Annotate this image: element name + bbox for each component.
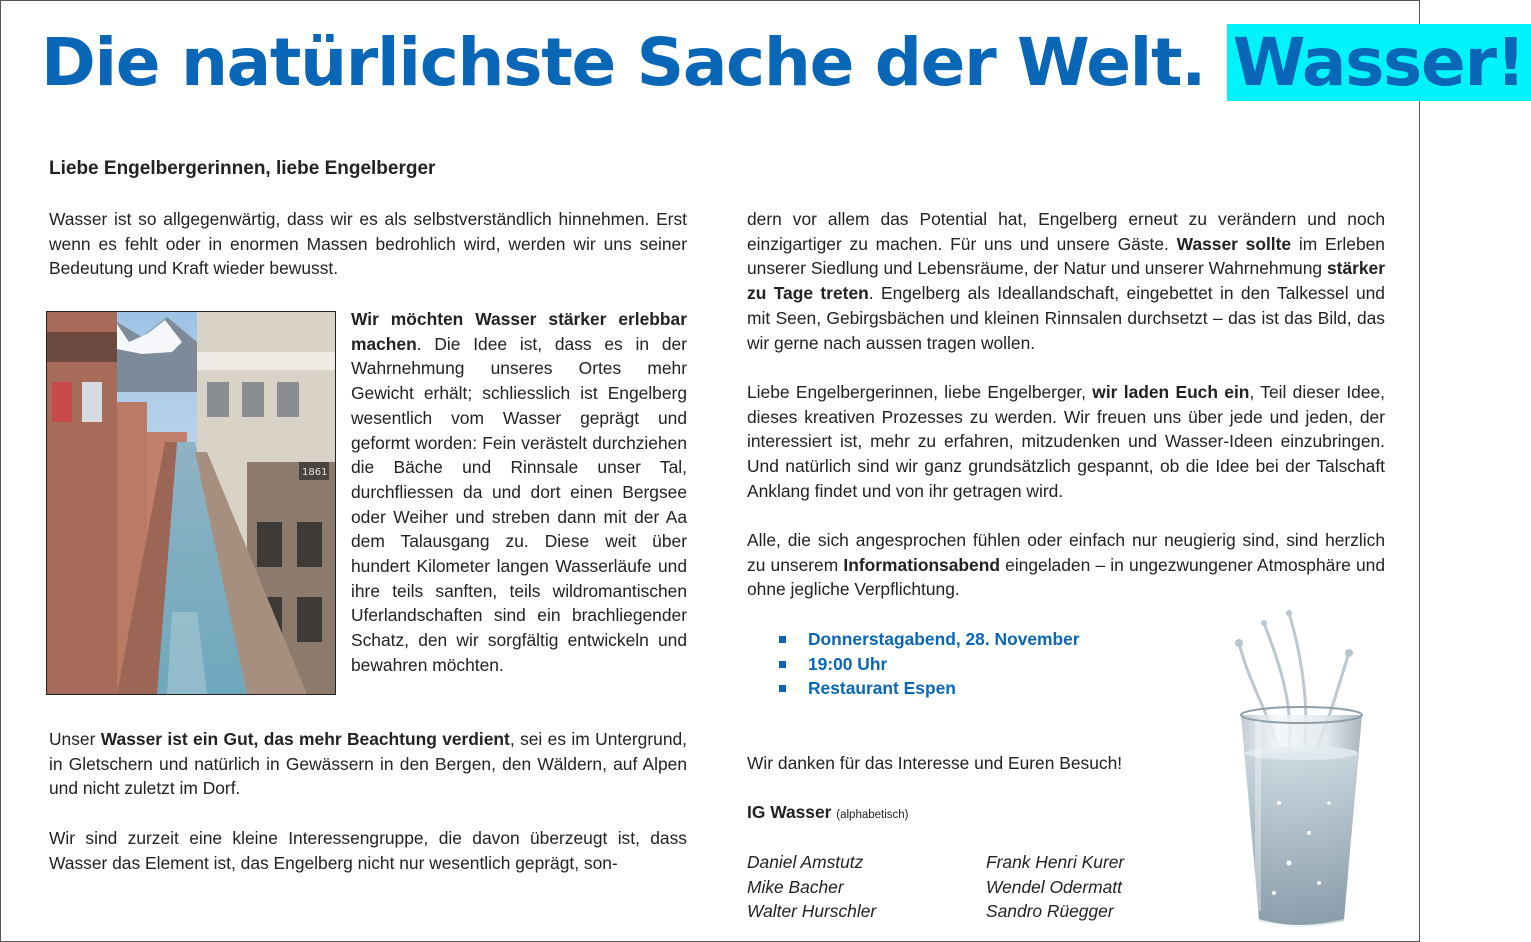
r1-bold1: Wasser sollte xyxy=(1176,233,1292,254)
thanks-text: Wir danken für das Interesse und Euren Besuch! xyxy=(747,753,1123,773)
member-name: Frank Henri Kurer xyxy=(986,852,1125,872)
canal-street-photo xyxy=(46,311,336,695)
ig-title: IG Wasser xyxy=(747,802,832,822)
r2-a: Liebe Engelbergerinnen, liebe Engelberger, xyxy=(747,382,1093,402)
r2-b: , Teil dieser Idee, dieses kreativen Prozesses zu werden. Wir freuen uns über jede und jeden, der interessiert ist, mehr zu erfahren, mitzudenken und Wasser-Ideen einzubringen. Und natürlich sind wir ganz grundsätzlich gespannt, ob die Idee bei der Talschaft Anklang findet und von ihr getragen wird. xyxy=(747,382,1386,501)
event-time xyxy=(777,652,1080,677)
p2-rest: . Die Idee ist, dass es in der Wahrnehmung unseres Ortes mehr Gewicht erhält; schliesslich ist Engelberg wesentlich vom Wasser geprägt und geformt worden: Fein verästelt durchziehen die Bäche und Rinnsale unser Tal, durchfliessen da und dort einen Bergsee oder Weiher und streben dann mit der Aa dem Talausgang zu. Diese weit über hundert Kilometer langen Wasserläufe und ihre teils sanften, teils wildromantischen Uferlandschaften sind ein brachliegender Schatz, den wir sorgfältig entwickeln und bewahren möchten. xyxy=(351,333,687,675)
right-paragraph-3 xyxy=(747,528,1385,602)
event-location-text: Restaurant Espen xyxy=(808,678,956,699)
member-names-col2 xyxy=(986,850,1124,924)
p3-pre: Unser xyxy=(49,729,101,749)
member-name: Wendel Odermatt xyxy=(986,876,1122,897)
member-name: Daniel Amstutz xyxy=(747,852,864,872)
member-names-col1 xyxy=(747,850,876,924)
square-bullet-icon xyxy=(779,685,786,692)
r1-c: . Engelberg als Ideallandschaft, eingebettet in den Talkessel und mit Seen, Gebirgsbächen und kleinen Rinnsalen durchsetzt – das ist das Bild, das wir gerne nach aussen tragen wollen. xyxy=(747,283,1385,353)
page-title xyxy=(41,15,1531,111)
title-main: Die natürlichste Sache der Welt. xyxy=(41,24,1205,101)
svg-text:1861: 1861 xyxy=(302,467,328,478)
right-paragraph-1 xyxy=(747,207,1385,355)
water-glass-image xyxy=(1219,603,1379,933)
left-paragraph-1: Wasser ist so allgegenwärtig, dass wir es als selbstverständlich hinnehmen. Erst wenn es fehlt oder in enormen Massen bedrohlich wird, werden wir uns seiner Bedeutung und Kraft wieder bewusst. xyxy=(49,209,687,279)
event-details-list xyxy=(777,627,1080,701)
event-time-text: 19:00 Uhr xyxy=(808,653,888,674)
r1-a: dern vor allem das Potential hat, Engelberg erneut zu verändern und noch einzigartiger zu machen. Für uns und unsere Gäste. xyxy=(747,209,1385,254)
left-paragraph-3 xyxy=(49,727,687,801)
member-name: Walter Hurschler xyxy=(747,901,877,922)
p2-bold: Wir möchten Wasser stärker erlebbar machen xyxy=(351,309,687,354)
event-date-text: Donnerstagabend, 28. November xyxy=(808,629,1080,649)
square-bullet-icon xyxy=(779,636,786,643)
ig-note: (alphabetisch) xyxy=(836,809,909,821)
r3-a: Alle, die sich angesprochen fühlen oder einfach nur neugierig sind, sind herzlich zu unserem xyxy=(747,530,1385,575)
ig-heading xyxy=(747,800,909,828)
square-bullet-icon xyxy=(779,661,786,668)
member-name: Sandro Rüegger xyxy=(986,901,1114,922)
r2-bold: wir laden Euch ein xyxy=(1092,382,1250,402)
r3-bold: Informationsabend xyxy=(843,554,1000,575)
title-highlight: Wasser! xyxy=(1227,24,1531,101)
r1-b: im Erleben unserer Siedlung und Lebensräume, der Natur und unserer Wahrnehmung xyxy=(747,233,1385,279)
r3-b: eingeladen – in ungezwungener Atmosphäre und ohne jegliche Verpflichtung. xyxy=(747,554,1385,600)
right-paragraph-2 xyxy=(747,380,1385,504)
member-name: Mike Bacher xyxy=(747,876,844,897)
p3-bold: Wasser ist ein Gut, das mehr Beachtung verdient xyxy=(100,729,510,749)
greeting-heading: Liebe Engelbergerinnen, liebe Engelberger xyxy=(49,158,436,179)
r1-bold2: stärker zu Tage treten xyxy=(747,258,1385,304)
event-location xyxy=(777,676,1080,701)
event-date xyxy=(777,627,1080,652)
left-paragraph-4: Wir sind zurzeit eine kleine Interessengruppe, die davon überzeugt ist, dass Wasser das Element ist, das Engelberg nicht nur wesentlich geprägt, son- xyxy=(49,828,687,873)
left-paragraph-2 xyxy=(351,307,687,678)
p3-rest: , sei es im Untergrund, in Gletschern und natürlich in Gewässern in den Bergen, den Wäldern, auf Alpen und nicht zuletzt im Dorf. xyxy=(49,729,687,799)
